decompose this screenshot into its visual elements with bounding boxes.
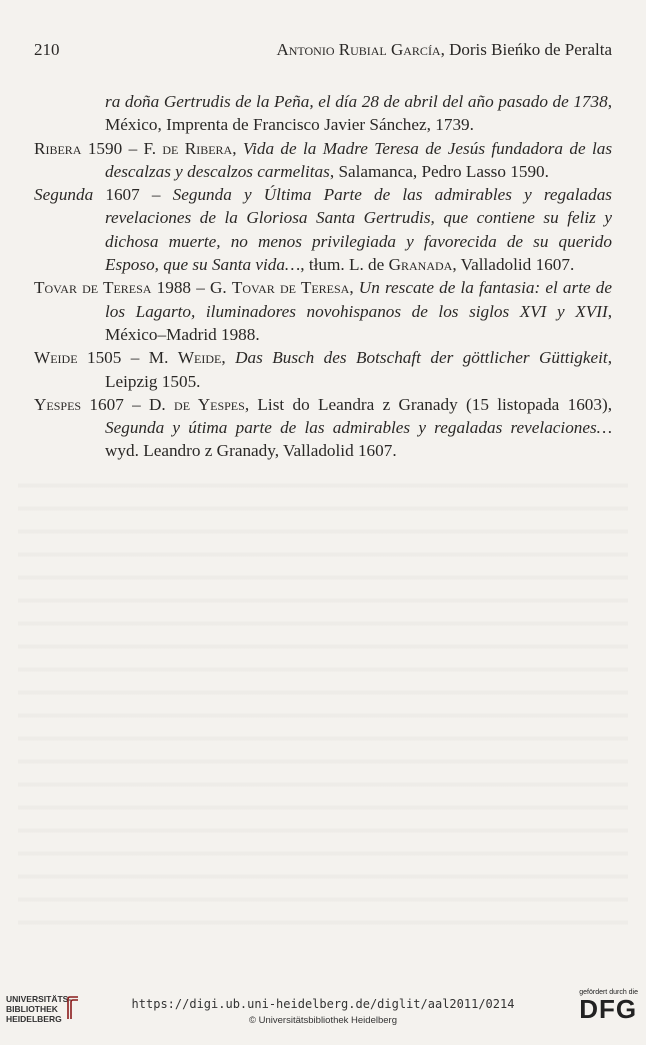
library-logo-line: BIBLIOTHEK (6, 1004, 58, 1014)
work-title: Segunda y Última Parte de las admirables y regaladas revelaciones de la Gloriosa Santa Gertrudis, que contiene su feliz y dichosa muerte, no menos privilegiada y favorecida de su querido Esposo, que su Santa vida… (105, 185, 612, 275)
work-title: Vida de la Madre Teresa de Jesús fundadora de las descalzas y descalzos carmelitas (105, 138, 613, 181)
bibliography-entry (34, 183, 612, 276)
author-name: de Yespes (174, 394, 245, 414)
bibliography-entry (34, 137, 612, 184)
author-name: de Ribera (162, 138, 233, 158)
work-title: ra doña Gertrudis de la Peña, el día 28 de abril del año pasado de 1738 (105, 92, 608, 111)
library-logo-line: HEIDELBERG (6, 1014, 62, 1024)
author-name: Granada (388, 255, 453, 275)
entry-text: 1607 – (93, 185, 173, 205)
author-name: Tovar de Teresa (231, 278, 350, 298)
author-name: Yespes (34, 394, 82, 414)
entry-text: , México, Imprenta de Francisco Javier Sánchez, 1739. (105, 92, 612, 135)
entry-text: , Leipzig 1505. (105, 348, 612, 391)
entry-text: , List do Leandra z Granady (15 listopada 1603), (244, 394, 612, 414)
running-head-part: Antonio Rubial García (276, 40, 441, 59)
bibliography-list (34, 90, 612, 463)
bibliography-entry (34, 346, 612, 393)
running-head-part: , Doris Bieńko de Peralta (440, 40, 612, 59)
entry-text: , (349, 278, 359, 298)
work-title: Segunda (34, 185, 94, 205)
entry-text: , tłum. L. de (300, 255, 389, 275)
entry-text: 1505 – M. (77, 348, 178, 368)
entry-text: 1607 – D. (81, 394, 175, 414)
entry-text: 1988 – G. (151, 278, 232, 298)
entry-text: , (221, 348, 236, 368)
bleed-through-texture (18, 470, 628, 940)
dfg-logo-text: DFG (579, 994, 638, 1024)
author-name: Ribera (34, 138, 82, 158)
digitization-footer (0, 987, 646, 1045)
dfg-logo (579, 989, 638, 1022)
work-title: Das Busch des Botschaft der göttlicher Güttigkeit (235, 348, 608, 368)
entry-text: , Salamanca, Pedro Lasso 1590. (329, 161, 549, 181)
author-name: Weide (177, 348, 222, 368)
copyright-notice: © Universitätsbibliothek Heidelberg (249, 1015, 397, 1026)
entry-text: 1590 – F. (81, 138, 163, 158)
bibliography-entry-continuation (34, 90, 612, 137)
dfg-funding-note: gefördert durch die (579, 989, 638, 996)
library-logo-line: UNIVERSITÄTS- (6, 994, 72, 1004)
source-url[interactable]: https://digi.ub.uni-heidelberg.de/diglit/aal2011/0214 (131, 997, 515, 1011)
author-name: Tovar de Teresa (34, 278, 152, 298)
work-title: Segunda y útima parte de las admirables y regaladas revelaciones… (105, 418, 612, 438)
author-name: Weide (34, 348, 78, 368)
bibliography-entry (34, 393, 612, 463)
entry-text: wyd. Leandro z Granady, Valladolid 1607. (105, 441, 397, 461)
work-title: Un rescate de la fantasia: el arte de los Lagarto, iluminadores novohispanos de los siglos XVI y XVII (105, 278, 612, 321)
entry-text: , Valladolid 1607. (452, 255, 575, 275)
entry-text: , México–Madrid 1988. (105, 301, 612, 344)
running-head (276, 40, 612, 60)
page-number: 210 (34, 40, 60, 59)
entry-text: , (232, 138, 243, 158)
page-header (34, 40, 612, 64)
bibliography-entry (34, 276, 612, 346)
